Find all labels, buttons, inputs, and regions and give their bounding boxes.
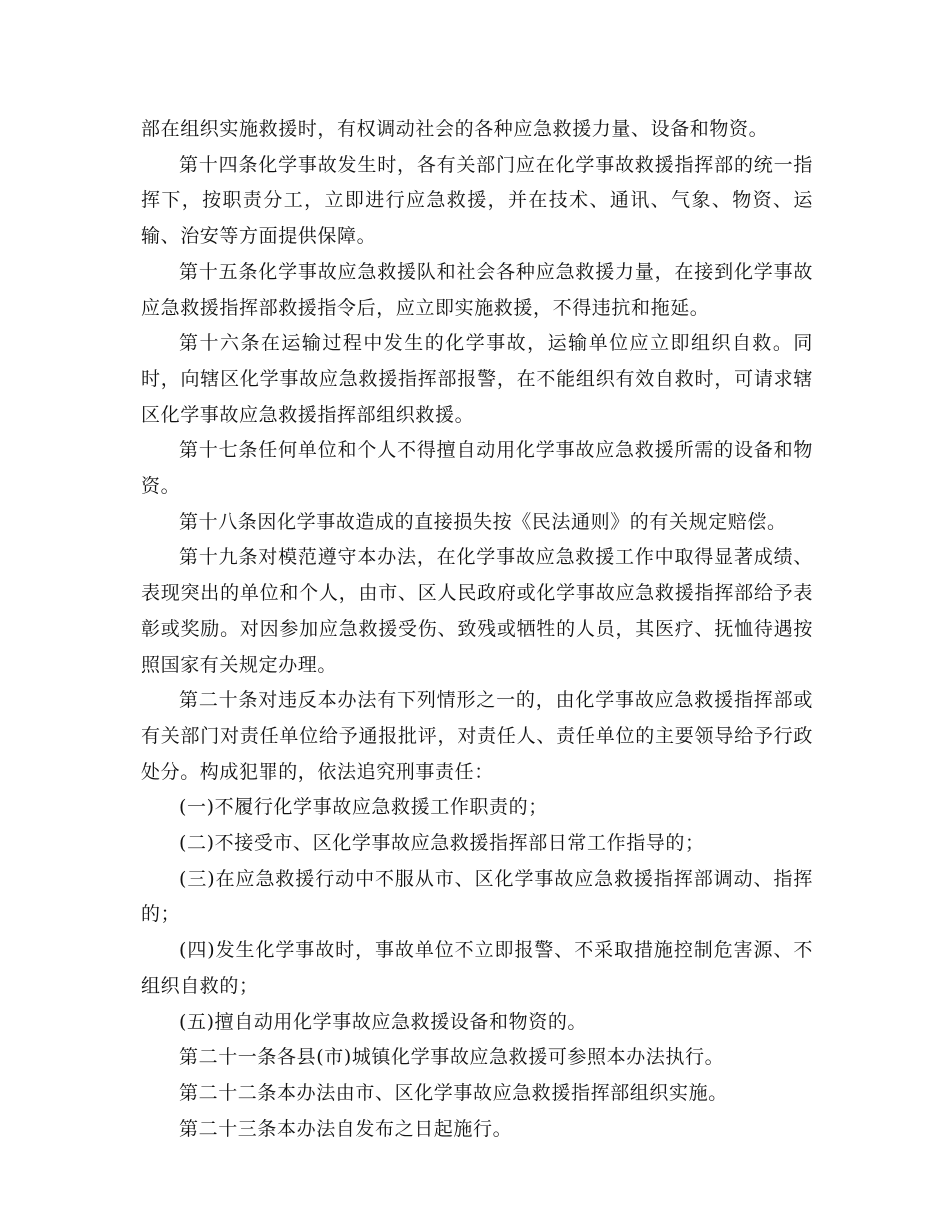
paragraph-article-19: 第十九条对模范遵守本办法，在化学事故应急救援工作中取得显著成绩、表现突出的单位和个人，由市、区人民政府或化学事故应急救援指挥部给予表彰或奖励。对因参加应急救援受伤、致残或牺牲的人员，其医疗、抚恤待遇按照国家有关规定办理。 bbox=[141, 546, 813, 676]
paragraph-article-20: 第二十条对违反本办法有下列情形之一的，由化学事故应急救援指挥部或有关部门对责任单位给予通报批评，对责任人、责任单位的主要领导给予行政处分。构成犯罪的，依法追究刑事责任： bbox=[141, 689, 813, 783]
paragraph-article-14: 第十四条化学事故发生时，各有关部门应在化学事故救援指挥部的统一指挥下，按职责分工，立即进行应急救援，并在技术、通讯、气象、物资、运输、治安等方面提供保障。 bbox=[141, 153, 813, 248]
document-body bbox=[141, 112, 813, 1147]
paragraph-article-23: 第二十三条本办法自发布之日起施行。 bbox=[179, 1117, 513, 1140]
paragraph-article-17: 第十七条任何单位和个人不得擅自动用化学事故应急救援所需的设备和物资。 bbox=[141, 439, 813, 498]
paragraph-article-16: 第十六条在运输过程中发生的化学事故，运输单位应立即组织自救。同时，向辖区化学事故应急救援指挥部报警，在不能组织有效自救时，可请求辖区化学事故应急救援指挥部组织救援。 bbox=[141, 332, 813, 426]
list-item-2: (二)不接受市、区化学事故应急救援指挥部日常工作指导的； bbox=[179, 832, 705, 855]
list-item-3: (三)在应急救援行动中不服从市、区化学事故应急救援指挥部调动、指挥的； bbox=[141, 867, 813, 926]
paragraph-article-21: 第二十一条各县(市)城镇化学事故应急救援可参照本办法执行。 bbox=[179, 1046, 725, 1069]
paragraph-continuation: 部在组织实施救援时，有权调动社会的各种应急救援力量、设备和物资。 bbox=[141, 118, 769, 140]
paragraph-article-18: 第十八条因化学事故造成的直接损失按《民法通则》的有关规定赔偿。 bbox=[179, 510, 787, 533]
paragraph-article-22: 第二十二条本办法由市、区化学事故应急救援指挥部组织实施。 bbox=[179, 1081, 728, 1104]
list-item-4: (四)发生化学事故时，事故单位不立即报警、不采取措施控制危害源、不组织自救的； bbox=[141, 939, 813, 997]
list-item-1: (一)不履行化学事故应急救援工作职责的； bbox=[179, 796, 548, 819]
list-item-5: (五)擅自动用化学事故应急救援设备和物资的。 bbox=[179, 1010, 588, 1033]
paragraph-article-15: 第十五条化学事故应急救援队和社会各种应急救援力量，在接到化学事故应急救援指挥部救援指令后，应立即实施救援，不得违抗和拖延。 bbox=[141, 260, 813, 319]
